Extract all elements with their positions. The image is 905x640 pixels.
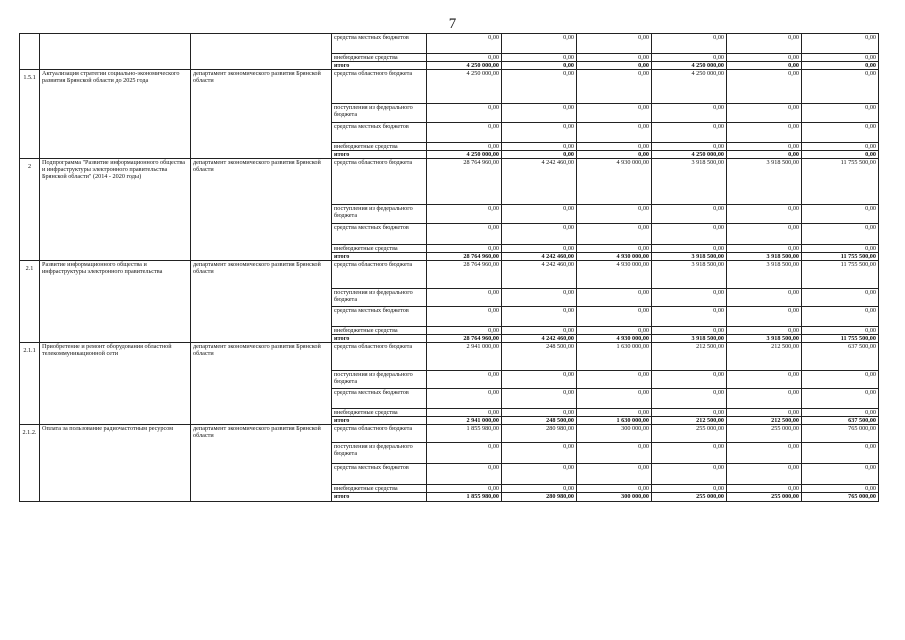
funding-source: внебюджетные средства [332,485,427,493]
amount-cell: 28 764 960,00 [427,253,502,261]
amount-cell: 0,00 [802,307,879,327]
item-number: 2 [20,159,40,261]
amount-cell: 0,00 [577,123,652,143]
amount-cell: 300 000,00 [577,425,652,443]
page-number: 7 [448,16,457,32]
amount-cell: 4 250 000,00 [652,62,727,70]
amount-cell: 0,00 [577,327,652,335]
amount-cell: 248 500,00 [502,417,577,425]
amount-cell: 0,00 [577,54,652,62]
amount-cell: 0,00 [502,371,577,389]
amount-cell: 28 764 960,00 [427,335,502,343]
amount-cell: 0,00 [802,485,879,493]
source-row [20,159,879,205]
funding-source: итого [332,62,427,70]
amount-cell: 0,00 [502,464,577,485]
amount-cell: 0,00 [502,143,577,151]
amount-cell: 0,00 [502,224,577,245]
amount-cell: 1 855 980,00 [427,425,502,443]
item-executor [191,34,332,70]
funding-source: средства местных бюджетов [332,34,427,54]
amount-cell: 0,00 [802,104,879,123]
amount-cell: 255 000,00 [652,493,727,502]
amount-cell: 0,00 [502,34,577,54]
amount-cell: 0,00 [502,443,577,464]
amount-cell: 0,00 [652,485,727,493]
amount-cell: 0,00 [727,245,802,253]
amount-cell: 4 250 000,00 [427,151,502,159]
funding-source: средства местных бюджетов [332,224,427,245]
item-name [40,34,191,70]
amount-cell: 3 918 500,00 [652,261,727,289]
amount-cell: 0,00 [802,327,879,335]
amount-cell: 0,00 [577,151,652,159]
amount-cell: 0,00 [652,123,727,143]
item-name: Оплата за пользование радиочастотным ресурсом [40,425,191,502]
amount-cell: 0,00 [802,70,879,104]
funding-source: средства местных бюджетов [332,307,427,327]
amount-cell: 0,00 [727,205,802,224]
amount-cell: 0,00 [652,389,727,409]
amount-cell: 0,00 [577,289,652,307]
amount-cell: 300 000,00 [577,493,652,502]
amount-cell: 0,00 [502,62,577,70]
amount-cell: 637 500,00 [802,343,879,371]
amount-cell: 0,00 [577,143,652,151]
amount-cell: 248 500,00 [502,343,577,371]
amount-cell: 0,00 [652,464,727,485]
amount-cell: 0,00 [502,307,577,327]
amount-cell: 212 500,00 [727,417,802,425]
amount-cell: 0,00 [427,54,502,62]
amount-cell: 0,00 [427,205,502,224]
item-executor: департамент экономического развития Брянской области [191,261,332,343]
funding-source: внебюджетные средства [332,327,427,335]
amount-cell: 0,00 [427,224,502,245]
amount-cell: 0,00 [727,224,802,245]
funding-source: поступления из федерального бюджета [332,205,427,224]
amount-cell: 0,00 [652,289,727,307]
budget-table-body [20,34,879,502]
amount-cell: 0,00 [727,151,802,159]
funding-source: внебюджетные средства [332,409,427,417]
amount-cell: 0,00 [727,34,802,54]
source-row [20,70,879,104]
amount-cell: 1 630 000,00 [577,417,652,425]
item-executor: департамент экономического развития Брянской области [191,343,332,425]
amount-cell: 212 500,00 [727,343,802,371]
amount-cell: 0,00 [652,205,727,224]
funding-source: внебюджетные средства [332,245,427,253]
budget-table [19,33,879,502]
amount-cell: 0,00 [502,327,577,335]
amount-cell: 0,00 [802,34,879,54]
amount-cell: 4 242 460,00 [502,253,577,261]
amount-cell: 0,00 [802,389,879,409]
amount-cell: 0,00 [427,104,502,123]
item-name: Актуализация стратегии социально-экономического развития Брянской области до 2025 года [40,70,191,159]
item-number: 2.1.2. [20,425,40,502]
funding-source: средства местных бюджетов [332,464,427,485]
amount-cell: 0,00 [502,70,577,104]
amount-cell: 0,00 [577,245,652,253]
amount-cell: 0,00 [727,54,802,62]
funding-source: внебюджетные средства [332,143,427,151]
amount-cell: 4 242 460,00 [502,335,577,343]
amount-cell: 3 918 500,00 [727,335,802,343]
amount-cell: 0,00 [427,485,502,493]
amount-cell: 0,00 [427,371,502,389]
amount-cell: 0,00 [727,371,802,389]
amount-cell: 0,00 [652,307,727,327]
amount-cell: 1 855 980,00 [427,493,502,502]
funding-source: средства областного бюджета [332,70,427,104]
amount-cell: 0,00 [802,464,879,485]
amount-cell: 255 000,00 [652,425,727,443]
amount-cell: 0,00 [727,123,802,143]
amount-cell: 0,00 [502,245,577,253]
amount-cell: 3 918 500,00 [727,159,802,205]
amount-cell: 0,00 [727,443,802,464]
amount-cell: 0,00 [577,70,652,104]
amount-cell: 0,00 [577,224,652,245]
amount-cell: 0,00 [652,54,727,62]
amount-cell: 0,00 [427,409,502,417]
amount-cell: 1 630 000,00 [577,343,652,371]
funding-source: итого [332,493,427,502]
amount-cell: 280 980,00 [502,425,577,443]
amount-cell: 0,00 [502,289,577,307]
funding-source: итого [332,253,427,261]
amount-cell: 0,00 [802,62,879,70]
item-executor: департамент экономического развития Брянской области [191,70,332,159]
amount-cell: 0,00 [427,307,502,327]
item-number: 1.5.1 [20,70,40,159]
amount-cell: 4 930 000,00 [577,253,652,261]
source-row [20,425,879,443]
amount-cell: 11 755 500,00 [802,159,879,205]
amount-cell: 0,00 [502,104,577,123]
funding-source: средства областного бюджета [332,159,427,205]
amount-cell: 765 000,00 [802,493,879,502]
amount-cell: 212 500,00 [652,417,727,425]
amount-cell: 0,00 [502,205,577,224]
amount-cell: 765 000,00 [802,425,879,443]
funding-source: средства местных бюджетов [332,389,427,409]
amount-cell: 3 918 500,00 [727,261,802,289]
funding-source: поступления из федерального бюджета [332,104,427,123]
amount-cell: 0,00 [727,104,802,123]
amount-cell: 0,00 [802,151,879,159]
amount-cell: 0,00 [652,143,727,151]
amount-cell: 0,00 [802,245,879,253]
amount-cell: 0,00 [577,371,652,389]
amount-cell: 11 755 500,00 [802,335,879,343]
amount-cell: 4 250 000,00 [652,151,727,159]
amount-cell: 0,00 [502,485,577,493]
amount-cell: 4 930 000,00 [577,335,652,343]
amount-cell: 0,00 [652,104,727,123]
amount-cell: 0,00 [577,307,652,327]
amount-cell: 0,00 [502,151,577,159]
amount-cell: 0,00 [652,409,727,417]
amount-cell: 3 918 500,00 [727,253,802,261]
amount-cell: 0,00 [652,371,727,389]
funding-source: итого [332,417,427,425]
amount-cell: 11 755 500,00 [802,253,879,261]
amount-cell: 0,00 [577,443,652,464]
amount-cell: 0,00 [802,123,879,143]
amount-cell: 0,00 [802,224,879,245]
amount-cell: 0,00 [727,62,802,70]
amount-cell: 0,00 [427,143,502,151]
item-name: Приобретение и ремонт оборудования областной телекоммуникационной сети [40,343,191,425]
amount-cell: 0,00 [652,327,727,335]
amount-cell: 3 918 500,00 [652,253,727,261]
amount-cell: 11 755 500,00 [802,261,879,289]
amount-cell: 0,00 [802,54,879,62]
amount-cell: 0,00 [427,123,502,143]
amount-cell: 4 930 000,00 [577,159,652,205]
amount-cell: 28 764 960,00 [427,159,502,205]
item-number: 2.1 [20,261,40,343]
amount-cell: 212 500,00 [652,343,727,371]
funding-source: поступления из федерального бюджета [332,443,427,464]
amount-cell: 0,00 [577,62,652,70]
amount-cell: 4 930 000,00 [577,261,652,289]
funding-source: средства областного бюджета [332,343,427,371]
amount-cell: 0,00 [577,464,652,485]
amount-cell: 280 980,00 [502,493,577,502]
source-row [20,261,879,289]
amount-cell: 4 242 460,00 [502,261,577,289]
item-name: Подпрограмма "Развитие информационного общества и инфраструктуры электронного правительства Брянской области" (2014 - 2020 годы) [40,159,191,261]
amount-cell: 0,00 [727,464,802,485]
amount-cell: 0,00 [427,443,502,464]
amount-cell: 0,00 [727,307,802,327]
amount-cell: 0,00 [727,389,802,409]
amount-cell: 4 250 000,00 [427,70,502,104]
amount-cell: 0,00 [652,245,727,253]
amount-cell: 0,00 [427,327,502,335]
amount-cell: 3 918 500,00 [652,335,727,343]
funding-source: средства областного бюджета [332,261,427,289]
amount-cell: 0,00 [727,289,802,307]
amount-cell: 0,00 [727,70,802,104]
amount-cell: 0,00 [577,409,652,417]
amount-cell: 0,00 [802,371,879,389]
amount-cell: 0,00 [802,289,879,307]
amount-cell: 637 500,00 [802,417,879,425]
amount-cell: 0,00 [727,327,802,335]
amount-cell: 0,00 [802,409,879,417]
amount-cell: 0,00 [727,409,802,417]
amount-cell: 0,00 [727,143,802,151]
amount-cell: 0,00 [427,389,502,409]
amount-cell: 255 000,00 [727,425,802,443]
item-number [20,34,40,70]
amount-cell: 0,00 [577,389,652,409]
amount-cell: 255 000,00 [727,493,802,502]
source-row [20,343,879,371]
amount-cell: 2 941 000,00 [427,417,502,425]
amount-cell: 0,00 [652,443,727,464]
amount-cell: 0,00 [652,224,727,245]
funding-source: итого [332,335,427,343]
funding-source: поступления из федерального бюджета [332,371,427,389]
item-executor: департамент экономического развития Брянской области [191,425,332,502]
item-name: Развитие информационного общества и инфраструктуры электронного правительства [40,261,191,343]
amount-cell: 3 918 500,00 [652,159,727,205]
amount-cell: 0,00 [802,205,879,224]
amount-cell: 0,00 [502,409,577,417]
amount-cell: 0,00 [802,143,879,151]
amount-cell: 0,00 [427,289,502,307]
amount-cell: 0,00 [427,34,502,54]
amount-cell: 0,00 [502,54,577,62]
funding-source: итого [332,151,427,159]
funding-source: поступления из федерального бюджета [332,289,427,307]
amount-cell: 0,00 [727,485,802,493]
amount-cell: 2 941 000,00 [427,343,502,371]
amount-cell: 28 764 960,00 [427,261,502,289]
funding-source: средства областного бюджета [332,425,427,443]
funding-source: внебюджетные средства [332,54,427,62]
source-row [20,34,879,54]
amount-cell: 0,00 [427,245,502,253]
amount-cell: 0,00 [577,485,652,493]
amount-cell: 0,00 [427,464,502,485]
amount-cell: 0,00 [577,205,652,224]
amount-cell: 4 250 000,00 [427,62,502,70]
amount-cell: 0,00 [502,389,577,409]
amount-cell: 0,00 [802,443,879,464]
amount-cell: 0,00 [577,104,652,123]
amount-cell: 4 242 460,00 [502,159,577,205]
item-number: 2.1.1 [20,343,40,425]
amount-cell: 0,00 [502,123,577,143]
funding-source: средства местных бюджетов [332,123,427,143]
amount-cell: 0,00 [577,34,652,54]
amount-cell: 4 250 000,00 [652,70,727,104]
amount-cell: 0,00 [652,34,727,54]
item-executor: департамент экономического развития Брянской области [191,159,332,261]
